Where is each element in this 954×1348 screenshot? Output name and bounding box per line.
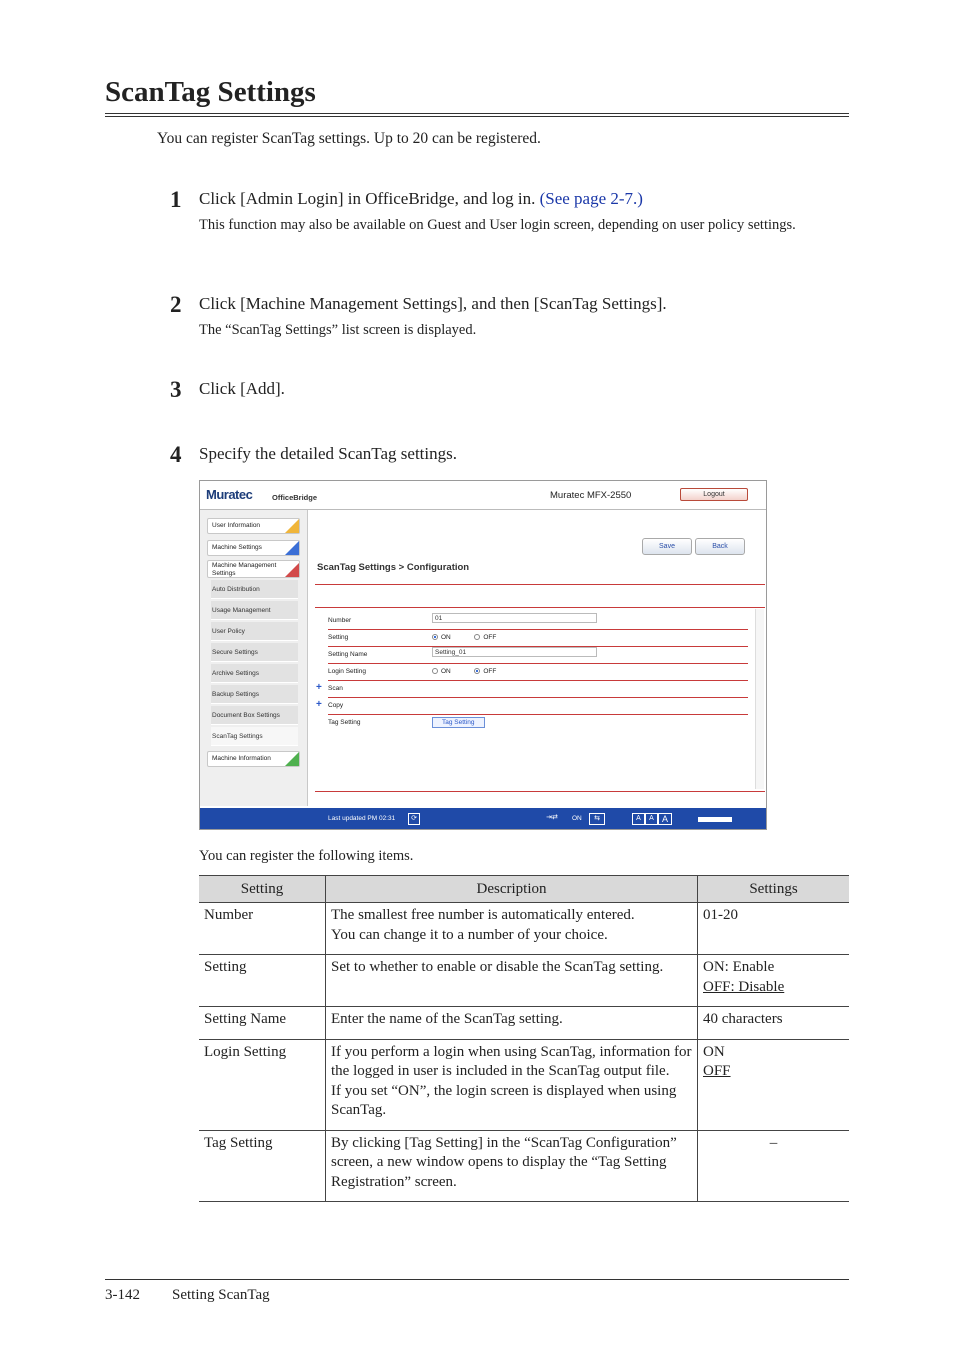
settings-value: –	[769, 1134, 778, 1151]
sidebar-subitem-user-policy[interactable]: User Policy	[211, 622, 298, 641]
table-row	[199, 955, 849, 1007]
row-divider	[328, 629, 748, 630]
network-icon: ⇥⇄	[546, 814, 558, 821]
settings-value: 40 characters	[703, 1011, 783, 1027]
settings-value-default: OFF	[703, 1063, 731, 1079]
sidebar-item-user-information[interactable]	[207, 518, 300, 534]
model-name: Muratec MFX-2550	[550, 490, 632, 501]
step-number-2: 2	[170, 292, 182, 317]
settings-value-default: OFF: Disable	[703, 978, 785, 995]
sidebar-item-label: Machine Information	[212, 755, 271, 762]
description-cell	[326, 1007, 698, 1040]
sidebar-subitem-archive-settings[interactable]: Archive Settings	[211, 664, 298, 683]
settings-table	[199, 875, 849, 1202]
last-updated: Last updated PM 02:31	[328, 815, 396, 822]
font-small-button[interactable]: A	[632, 813, 645, 825]
step-number-1: 1	[170, 187, 182, 212]
scan-label: Scan	[328, 685, 343, 692]
corner-tab-icon	[285, 752, 299, 766]
step-2-main: Click [Machine Management Settings], and then [ScanTag Settings].	[199, 294, 667, 313]
status-bar	[200, 808, 766, 829]
scrollbar[interactable]	[755, 609, 764, 789]
header-divider	[315, 584, 765, 585]
column-header: Setting	[199, 876, 326, 903]
page-title: ScanTag Settings	[105, 76, 316, 108]
description-line: The smallest free number is automatically entered.	[331, 907, 635, 923]
plus-expand-icon[interactable]: +	[316, 699, 322, 710]
row-divider	[328, 663, 748, 664]
description-line: If you perform a login when using ScanTag, information for the logged in user is included in the ScanTag output file.	[331, 1043, 692, 1079]
table-row	[199, 1039, 849, 1130]
number-label: Number	[328, 617, 352, 624]
table-header-row	[199, 876, 849, 903]
refresh-icon[interactable]: ⟳	[408, 813, 420, 825]
list-intro: You can register the following items.	[199, 848, 414, 864]
corner-tab-icon	[285, 563, 299, 577]
sidebar	[200, 510, 308, 806]
sidebar-subitem-backup-settings[interactable]: Backup Settings	[211, 685, 298, 704]
sidebar-subitem-scantag-settings[interactable]: ScanTag Settings	[211, 727, 298, 746]
sidebar-subitem-usage-management[interactable]: Usage Management	[211, 601, 298, 620]
setting-name-input[interactable]: Setting_01	[432, 647, 597, 657]
step-3-main: Click [Add].	[199, 379, 285, 398]
description-cell	[326, 955, 698, 1007]
description-cell	[326, 1039, 698, 1130]
settings-cell	[698, 903, 850, 955]
number-input[interactable]: 01	[432, 613, 597, 623]
form-bottom-divider	[315, 791, 765, 792]
login-on-label: ON	[441, 668, 451, 675]
setting-label: Setting	[328, 634, 349, 641]
row-divider	[328, 697, 748, 698]
sidebar-item-machine-settings[interactable]	[207, 540, 300, 556]
step-1-main: Click [Admin Login] in OfficeBridge, and log in.	[199, 189, 536, 208]
settings-cell	[698, 1039, 850, 1130]
setting-on-label: ON	[441, 634, 451, 641]
row-divider	[328, 680, 748, 681]
setting-cell: Setting	[199, 955, 326, 1007]
progress-indicator	[698, 817, 732, 822]
tag-setting-button[interactable]: Tag Setting	[432, 717, 485, 728]
sidebar-item-label: Machine Management Settings	[212, 562, 277, 577]
main-panel	[308, 510, 766, 806]
tag-setting-label: Tag Setting	[328, 719, 361, 726]
corner-tab-icon	[285, 519, 299, 533]
sidebar-subitem-document-box-settings[interactable]: Document Box Settings	[211, 706, 298, 725]
setting-off-label: OFF	[483, 634, 497, 641]
sidebar-subitem-secure-settings[interactable]: Secure Settings	[211, 643, 298, 662]
setting-cell: Login Setting	[199, 1039, 326, 1130]
description-line: Enter the name of the ScanTag setting.	[331, 1011, 563, 1027]
sidebar-item-label: User Information	[212, 522, 261, 529]
description-line: Set to whether to enable or disable the ScanTag setting.	[331, 959, 664, 975]
step-2-note: The “ScanTag Settings” list screen is displayed.	[199, 322, 477, 338]
setting-on-radio[interactable]	[432, 634, 438, 640]
corner-tab-icon	[285, 541, 299, 555]
description-cell	[326, 1130, 698, 1202]
sidebar-subitem-auto-distribution[interactable]: Auto Distribution	[211, 580, 298, 599]
top-bar	[200, 481, 766, 510]
step-4-main: Specify the detailed ScanTag settings.	[199, 444, 457, 463]
footer-rule	[105, 1279, 849, 1280]
title-rule	[105, 113, 849, 117]
font-large-button[interactable]: A	[658, 813, 672, 825]
table-row	[199, 1130, 849, 1202]
page-number: 3-142	[105, 1287, 140, 1303]
step-number-3: 3	[170, 377, 182, 402]
sidebar-item-label: Machine Settings	[212, 544, 262, 551]
settings-value: ON	[703, 1043, 725, 1060]
section-name: Setting ScanTag	[172, 1287, 270, 1303]
font-medium-button[interactable]: A	[645, 813, 658, 825]
form-top-divider	[315, 607, 765, 608]
officebridge-logo: OfficeBridge	[272, 493, 318, 502]
column-header: Settings	[698, 876, 850, 903]
setting-off-radio[interactable]	[474, 634, 480, 640]
login-off-label: OFF	[483, 668, 497, 675]
settings-cell	[698, 1007, 850, 1040]
column-header: Description	[326, 876, 698, 903]
settings-cell	[698, 1130, 850, 1202]
description-cell	[326, 903, 698, 955]
description-line: If you set “ON”, the login screen is displayed when using ScanTag.	[331, 1082, 677, 1118]
setting-cell: Setting Name	[199, 1007, 326, 1040]
setting-name-label: Setting Name	[328, 651, 368, 658]
intro-text: You can register ScanTag settings. Up to 20 can be registered.	[157, 130, 541, 147]
muratec-logo: Muratec	[206, 487, 253, 502]
table-row	[199, 903, 849, 955]
settings-value: 01-20	[703, 907, 738, 923]
login-on-radio[interactable]	[432, 668, 438, 674]
setting-cell: Number	[199, 903, 326, 955]
step-1-text	[199, 189, 643, 209]
setting-cell: Tag Setting	[199, 1130, 326, 1202]
breadcrumb: ScanTag Settings > Configuration	[317, 562, 470, 573]
description-line: You can change it to a number of your choice.	[331, 926, 608, 943]
login-setting-label: Login Setting	[328, 668, 366, 675]
status-on-label: ON	[572, 815, 582, 822]
plus-expand-icon[interactable]: +	[316, 682, 322, 693]
logout-button[interactable]: Logout	[680, 488, 748, 501]
settings-cell	[698, 955, 850, 1007]
officebridge-screenshot	[199, 480, 767, 830]
switch-icon[interactable]: ⇆	[589, 813, 605, 825]
table-row	[199, 1007, 849, 1040]
save-button[interactable]: Save	[642, 538, 692, 555]
settings-value: ON: Enable	[703, 959, 775, 975]
login-off-radio[interactable]	[474, 668, 480, 674]
copy-label: Copy	[328, 702, 344, 709]
sidebar-item-machine-information[interactable]	[207, 751, 300, 767]
back-button[interactable]: Back	[695, 538, 745, 555]
sidebar-item-machine-management-settings[interactable]	[207, 560, 300, 578]
step-1-note: This function may also be available on Guest and User login screen, depending on user policy settings.	[199, 217, 796, 233]
see-page-link[interactable]: (See page 2-7.)	[539, 189, 643, 208]
row-divider	[328, 714, 748, 715]
step-number-4: 4	[170, 442, 182, 467]
description-line: By clicking [Tag Setting] in the “ScanTag Configuration” screen, a new window opens to display the “Tag Setting Registration” screen.	[331, 1134, 677, 1190]
